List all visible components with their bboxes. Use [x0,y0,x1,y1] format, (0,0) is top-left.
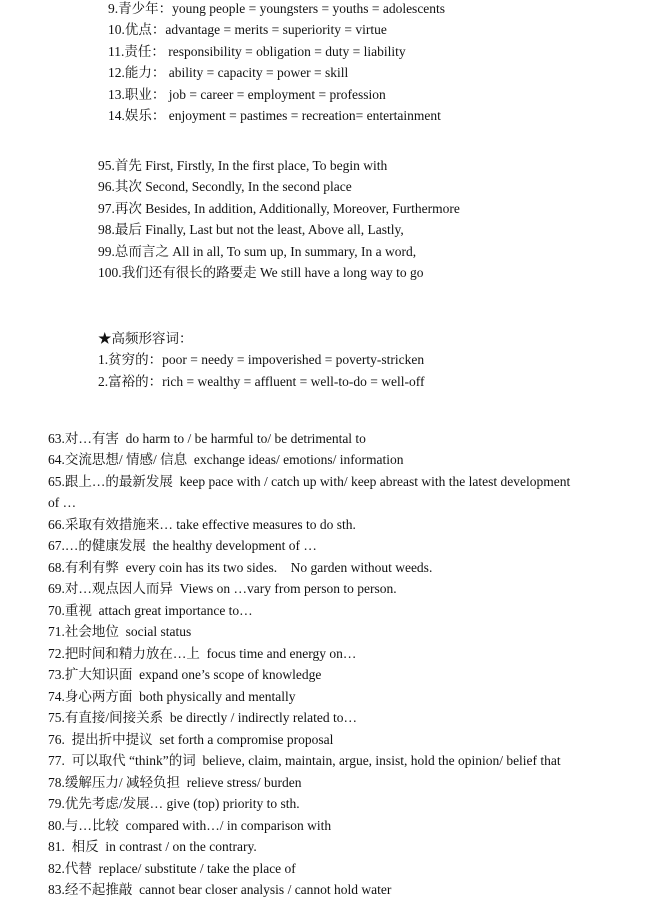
list-item [48,623,191,641]
item-number: 74. [48,689,65,704]
list-item [48,602,253,620]
item-number: 68. [48,560,65,575]
item-english: relieve stress/ burden [186,775,302,790]
item-english: compared with…/ in comparison with [125,818,332,833]
item-english: be directly / indirectly related to… [169,710,357,725]
item-number: 1. [98,352,109,367]
item-number: 9. [108,1,119,16]
item-english: focus time and energy on… [206,646,357,661]
item-chinese: 其次 [114,179,142,194]
item-english: poor = needy = impoverished = poverty-stricken [162,352,425,367]
list-item [98,200,460,218]
list-item [108,21,387,39]
item-chinese: 有利有弊 [64,560,119,575]
item-chinese: 跟上…的最新发展 [64,474,173,489]
list-item [48,451,403,469]
item-number: 71. [48,624,65,639]
item-number: 12. [108,65,125,80]
list-item [48,817,331,835]
item-number: 82. [48,861,65,876]
item-chinese: 最后 [114,222,142,237]
item-english: young people = youngsters = youths = adolescents [172,1,446,16]
list-item [98,178,352,196]
item-english: Second, Secondly, In the second place [145,179,352,194]
item-number: 70. [48,603,65,618]
item-english: enjoyment = pastimes = recreation= entertainment [168,108,441,123]
list-item [108,86,386,104]
list-item [48,774,301,792]
item-number: 78. [48,775,65,790]
item-number: 10. [108,22,125,37]
item-english: Views on …vary from person to person. [179,581,397,596]
item-english: every coin has its two sides. No garden without weeds. [125,560,433,575]
item-chinese: 贫穷的： [108,352,163,367]
item-number: 14. [108,108,125,123]
item-chinese: 责任： [124,44,165,59]
item-english: expand one’s scope of knowledge [139,667,322,682]
item-chinese: 采取有效措施来… [64,517,173,532]
list-item-continuation [48,494,76,512]
item-number: 65. [48,474,65,489]
item-number: 63. [48,431,65,446]
list-item [98,157,387,175]
item-chinese: 重视 [64,603,92,618]
list-item [48,731,333,749]
item-number: 80. [48,818,65,833]
item-chinese: 可以取代 “think”的词 [71,753,196,768]
item-number: 2. [98,374,109,389]
item-chinese: 青少年： [118,1,173,16]
item-english: All in all, To sum up, In summary, In a word, [172,244,417,259]
item-chinese: 社会地位 [64,624,119,639]
item-chinese: 优点： [124,22,166,37]
item-english: social status [125,624,192,639]
item-english: rich = wealthy = affluent = well-to-do = well-off [162,374,425,389]
list-item [108,0,445,18]
list-item [48,580,397,598]
item-english: set forth a compromise proposal [159,732,334,747]
item-english: Finally, Last but not the least, Above all, Lastly, [145,222,404,237]
item-number: 76. [48,732,65,747]
item-chinese: 再次 [114,201,142,216]
item-number: 96. [98,179,115,194]
item-chinese: …的健康发展 [64,538,146,553]
item-number: 11. [108,44,125,59]
item-english: do harm to / be harmful to/ be detrimental to [125,431,366,446]
item-chinese: 相反 [71,839,99,854]
item-english: cannot bear closer analysis / cannot hold water [139,882,392,897]
item-english: believe, claim, maintain, argue, insist, hold the opinion/ belief that [202,753,561,768]
item-english: replace/ substitute / take the place of [98,861,296,876]
list-item [108,107,441,125]
item-chinese: 职业： [124,87,166,102]
item-chinese: 经不起推敲 [64,882,133,897]
item-chinese: 能力： [124,65,166,80]
item-number: 81. [48,839,65,854]
item-number: 66. [48,517,65,532]
item-english: both physically and mentally [139,689,296,704]
item-number: 75. [48,710,65,725]
item-number: 95. [98,158,115,173]
item-english: First, Firstly, In the first place, To begin with [145,158,388,173]
item-number: 99. [98,244,115,259]
item-english: Besides, In addition, Additionally, Moreover, Furthermore [145,201,460,216]
list-item [98,243,416,261]
item-number: 64. [48,452,65,467]
item-chinese: 提出折中提议 [71,732,153,747]
item-number: 97. [98,201,115,216]
item-number: 67. [48,538,65,553]
item-number: 77. [48,753,65,768]
item-english: keep pace with / catch up with/ keep abreast with the latest development [179,474,571,489]
item-english: attach great importance to… [98,603,253,618]
item-chinese: 我们还有很长的路要走 [121,265,257,280]
list-item [98,221,404,239]
item-chinese: 对…观点因人而异 [64,581,173,596]
list-item [48,860,296,878]
list-item [48,473,570,491]
item-english: of … [48,495,77,510]
list-item [108,64,348,82]
item-chinese: 对…有害 [64,431,119,446]
section-heading: ★高频形容词： [98,331,193,346]
item-number: 13. [108,87,125,102]
item-english: responsibility = obligation = duty = liability [168,44,406,59]
item-english: the healthy development of … [152,538,317,553]
item-chinese: 把时间和精力放在…上 [64,646,200,661]
item-chinese: 扩大知识面 [64,667,133,682]
list-item [48,688,295,706]
item-number: 69. [48,581,65,596]
item-english: in contrast / on the contrary. [105,839,257,854]
item-chinese: 富裕的： [108,374,163,389]
list-item [48,795,300,813]
item-chinese: 首先 [114,158,142,173]
item-english: ability = capacity = power = skill [168,65,349,80]
item-english: give (top) priority to sth. [166,796,300,811]
item-chinese: 总而言之 [114,244,169,259]
list-item [98,264,424,282]
item-english: exchange ideas/ emotions/ information [193,452,404,467]
item-chinese: 娱乐： [124,108,166,123]
list-item [48,645,356,663]
item-chinese: 身心两方面 [64,689,133,704]
list-item [48,881,391,899]
list-item [48,516,356,534]
item-number: 72. [48,646,65,661]
item-number: 100. [98,265,122,280]
item-english: advantage = merits = superiority = virtue [165,22,387,37]
list-item [48,752,561,770]
item-number: 73. [48,667,65,682]
item-number: 83. [48,882,65,897]
list-item [48,838,257,856]
item-number: 79. [48,796,65,811]
list-item [48,430,366,448]
item-chinese: 优先考虑/发展… [64,796,164,811]
list-item [48,666,321,684]
list-item [48,559,432,577]
item-chinese: 缓解压力/ 减轻负担 [64,775,181,790]
item-chinese: 有直接/间接关系 [64,710,164,725]
item-chinese: 与…比较 [64,818,119,833]
list-item [108,43,406,61]
list-item [98,351,424,369]
item-english: take effective measures to do sth. [176,517,356,532]
list-item [98,373,425,391]
item-number: 98. [98,222,115,237]
list-item [48,709,357,727]
item-english: We still have a long way to go [260,265,424,280]
item-chinese: 交流思想/ 情感/ 信息 [64,452,188,467]
item-english: job = career = employment = profession [168,87,386,102]
item-chinese: 代替 [64,861,92,876]
list-item [48,537,317,555]
